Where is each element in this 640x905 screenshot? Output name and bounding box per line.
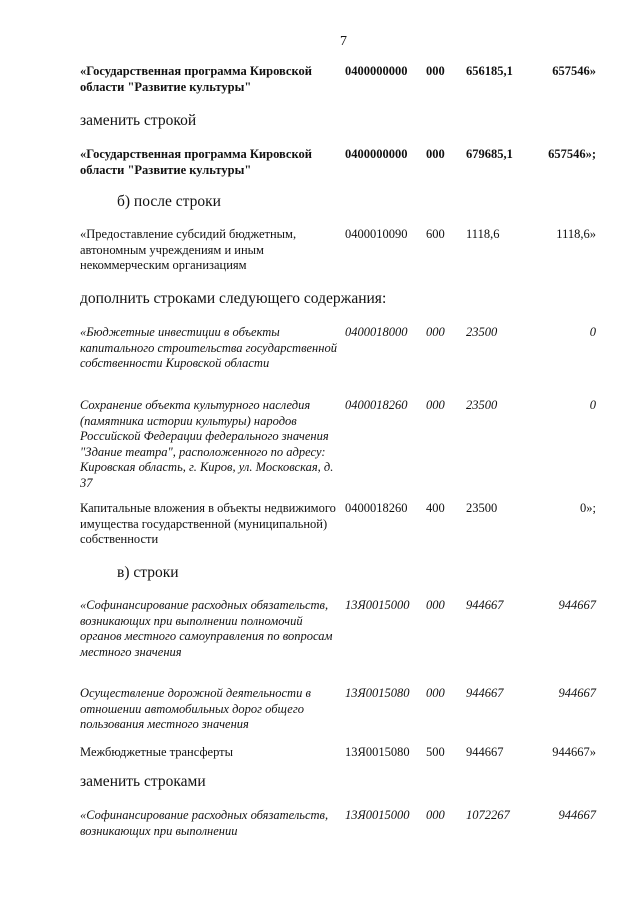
row-type: 000	[426, 598, 445, 612]
row-description: «Бюджетные инвестиции в объекты капитального строительства государственной собственности Кировской области	[80, 325, 337, 370]
row-value-1: 944667	[466, 686, 504, 700]
row-value-2: 1118,6»	[556, 227, 596, 241]
phrase-replace-row: заменить строкой	[80, 112, 197, 129]
phrase-add-rows: дополнить строками следующего содержания:	[80, 290, 387, 307]
row-code: 0400010090	[345, 227, 408, 241]
row-value-2: 0	[589, 325, 596, 339]
phrase-b-after-row: б) после строки	[117, 193, 221, 210]
row-value-1: 23500	[466, 398, 498, 412]
row-value-1: 944667	[466, 745, 504, 759]
row-value-2: 0	[589, 398, 596, 412]
row-value-2: 0»;	[580, 501, 596, 515]
row-value-2: 944667»	[552, 745, 596, 759]
row-type: 000	[426, 398, 445, 412]
row-description: «Софинансирование расходных обязательств, возникающих при выполнении полномочий органов местного самоуправления по вопросам местного значения	[80, 598, 333, 659]
row-description: Сохранение объекта культурного наследия (памятника истории культуры) народов Российской Федерации федерального значения "Здание театра", расположенного по адресу: Кировская область, г. Киров, ул. Московская, д. 37	[80, 398, 334, 490]
row-code: 0400018260	[345, 501, 408, 515]
row-type: 400	[426, 501, 445, 515]
row-value-1: 23500	[466, 501, 498, 515]
row-value-1: 656185,1	[466, 64, 513, 78]
row-type: 000	[426, 64, 445, 78]
row-type: 500	[426, 745, 445, 759]
row-value-1: 1072267	[466, 808, 510, 822]
row-code: 0400018000	[345, 325, 408, 339]
row-value-2: 944667	[558, 808, 596, 822]
row-code: 13Я0015080	[345, 745, 410, 759]
row-type: 600	[426, 227, 445, 241]
row-description: Осуществление дорожной деятельности в отношении автомобильных дорог общего пользования местного значения	[80, 686, 311, 731]
row-code: 13Я0015080	[345, 686, 410, 700]
row-type: 000	[426, 147, 445, 161]
row-description: Межбюджетные трансферты	[80, 745, 234, 759]
row-code: 13Я0015000	[345, 808, 410, 822]
row-type: 000	[426, 325, 445, 339]
phrase-replace-rows: заменить строками	[80, 773, 206, 790]
row-value-2: 944667	[558, 598, 596, 612]
row-value-1: 679685,1	[466, 147, 513, 161]
row-description: «Предоставление субсидий бюджетным, автономным учреждениям и иным некоммерческим организациям	[80, 227, 297, 272]
row-description: «Государственная программа Кировской области "Развитие культуры"	[80, 147, 312, 177]
row-value-1: 944667	[466, 598, 504, 612]
row-description: «Софинансирование расходных обязательств, возникающих при выполнении	[80, 808, 329, 838]
row-value-2: 657546»;	[548, 147, 596, 161]
row-code: 0400018260	[345, 398, 408, 412]
phrase-v-rows: в) строки	[117, 564, 179, 581]
row-type: 000	[426, 808, 445, 822]
row-value-2: 657546»	[552, 64, 596, 78]
row-value-1: 23500	[466, 325, 498, 339]
row-value-1: 1118,6	[466, 227, 500, 241]
row-type: 000	[426, 686, 445, 700]
row-description: Капитальные вложения в объекты недвижимого имущества государственной (муниципальной) собственности	[80, 501, 336, 546]
row-description: «Государственная программа Кировской области "Развитие культуры"	[80, 64, 312, 94]
row-code: 13Я0015000	[345, 598, 410, 612]
row-code: 0400000000	[345, 147, 408, 161]
row-code: 0400000000	[345, 64, 408, 78]
page-number: 7	[340, 34, 347, 49]
row-value-2: 944667	[558, 686, 596, 700]
